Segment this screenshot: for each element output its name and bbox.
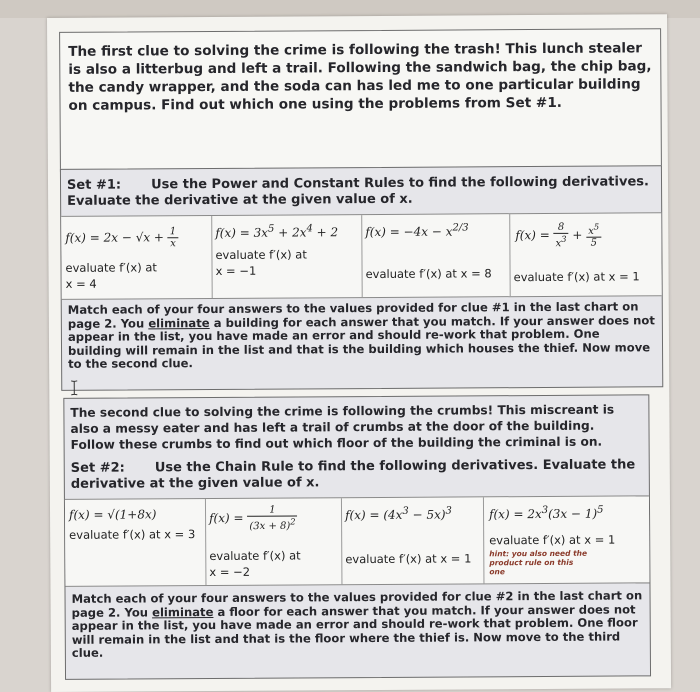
- set1-problem-2: [211, 215, 362, 298]
- set1-note-eliminate: eliminate: [148, 315, 210, 330]
- clue2-text: The second clue to solving the crime is following the crumbs! This miscreant is also a messy eater and has left a trail of crumbs at the door of the building. Follow these crumbs to find out which floor of the building the criminal is on.: [70, 402, 615, 452]
- set1-problem-3: [361, 214, 510, 297]
- set1-problem-4: [509, 213, 661, 296]
- set2-problem-2-function: f(x) = $\frac{1}{(3x + 8)^2}$: [209, 504, 296, 533]
- set1-problem-1-point: x = 4: [65, 276, 97, 291]
- set2-problem-2: [205, 498, 343, 585]
- set2-problem-3-eval: evaluate f′(x) at x = 1: [345, 551, 472, 567]
- set1-box: [60, 165, 663, 391]
- set1-problem-3-function: $f(x) = -4x - x^{2/3}$: [365, 222, 469, 240]
- set2-problem-3-function: $f(x) = (4x^3 - 5x)^3$: [344, 505, 452, 523]
- set1-problem-2-function: $f(x) = 3x^5 + 2x^4 + 2$: [215, 223, 339, 240]
- set1-problem-2-point: x = −1: [215, 263, 257, 278]
- set2-problem-2-point: x = −2: [209, 564, 251, 580]
- set2-note-eliminate: eliminate: [152, 604, 214, 619]
- set2-problem-1-function: f(x) = √(1+8x): [68, 507, 157, 522]
- set1-label: Set #1:: [66, 177, 122, 193]
- set1-problem-row: [61, 212, 662, 300]
- text-cursor-icon: [69, 380, 79, 396]
- set2-problem-row: [65, 495, 650, 587]
- worksheet-page: [47, 14, 671, 692]
- set1-problem-1: [61, 216, 212, 299]
- set2-problem-4-eval: evaluate f′(x) at x = 1: [489, 532, 616, 548]
- set2-problem-3: [341, 497, 485, 584]
- set1-instruction: Use the Power and Constant Rules to find the following derivatives. Evaluate the derivative at the given value of x.: [67, 174, 649, 209]
- set1-problem-1-function: f(x) = 2x − √x + $\frac{1}{x}$: [65, 226, 178, 250]
- set2-problem-2-eval: evaluate f′(x) at: [209, 548, 301, 564]
- set2-heading: [71, 457, 649, 493]
- set2-label: Set #2:: [70, 460, 125, 476]
- set2-problem-4-function: $f(x) = 2x^3(3x - 1)^5$: [488, 504, 604, 522]
- set1-problem-1-eval: evaluate f′(x) at: [65, 260, 157, 275]
- set2-problem-1: [65, 499, 207, 586]
- set1-note: Match each of your four answers to the values provided for clue #1 in the last chart on page 2. You eliminate a building for each answer that you match. If your answer does not appear in the list, you have made an error and should re-work that problem. One building will remain in the list and that is the building which houses the thief. Now move to the second clue.: [67, 299, 655, 371]
- set2-note: Match each of your four answers to the values provided for clue #2 in the last chart on page 2. You eliminate a floor for each answer that you match. If your answer does not appear in the list, you have made an error and should re-work that problem. One floor will remain in the list and that is the floor where the thief is. Now move to the third clue.: [71, 588, 643, 660]
- set2-box: [63, 394, 651, 680]
- clue1-box: [59, 28, 662, 172]
- set1-problem-2-eval: evaluate f′(x) at: [215, 247, 307, 262]
- set1-heading: [67, 174, 661, 210]
- set2-problem-4: [483, 496, 650, 583]
- set2-problem-1-eval: evaluate f′(x) at x = 3: [69, 527, 196, 542]
- clue1-text: The first clue to solving the crime is following the trash! This lunch stealer is also a litterbug and left a trail. Following the sandwich bag, the chip bag, the candy wrapper, and the soda can has led me to one particular building on campus. Find out which one using the problems from Set #1.: [68, 40, 652, 114]
- set1-problem-4-function: f(x) = $\frac{8}{x^3}$ + $\frac{x^5}{5}$: [515, 222, 601, 250]
- set1-problem-3-eval: evaluate f′(x) at x = 8: [365, 266, 492, 282]
- set2-instruction: Use the Chain Rule to find the following derivatives. Evaluate the derivative at the given value of x.: [70, 457, 636, 492]
- set1-problem-4-eval: evaluate f′(x) at x = 1: [513, 269, 640, 285]
- set2-hint: hint: you also need the product rule on this one: [489, 548, 588, 577]
